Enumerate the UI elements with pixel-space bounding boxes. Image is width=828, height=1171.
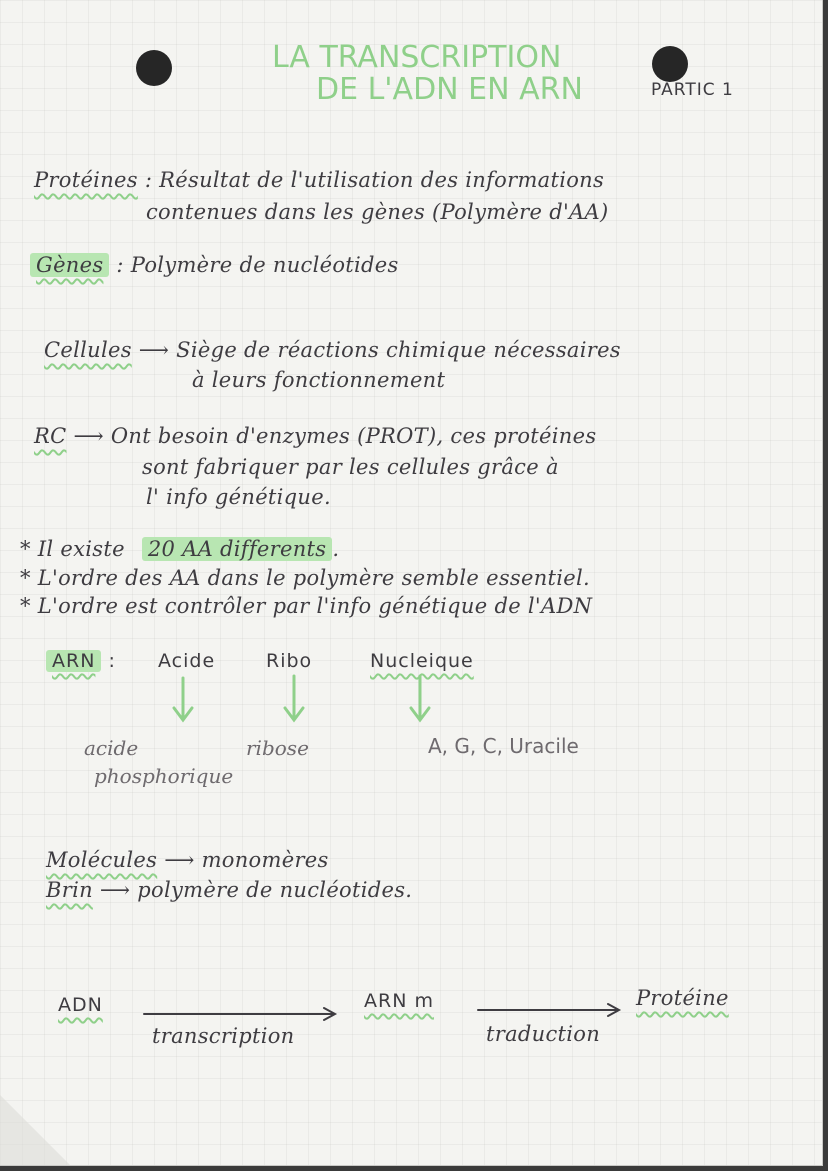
meaning-nucleique: A, G, C, Uracile [428, 734, 579, 758]
bullet-marker: * [20, 594, 31, 618]
definition-proteines-line1: : Résultat de l'utilisation des informations [144, 168, 605, 192]
arn-word-ribo: Ribo [266, 650, 313, 672]
bullet-3-text: L'ordre est contrôler par l'info génétique de l'ADN [37, 594, 593, 618]
term-arn: ARN [46, 650, 101, 672]
flow-step1: transcription [152, 1024, 295, 1048]
title-line-1: LA TRANSCRIPTION [272, 40, 562, 75]
meaning-ribo: ribose [246, 736, 309, 760]
meaning-acide-1: acide [84, 736, 139, 760]
bullet-1-highlight: 20 AA differents [142, 537, 333, 561]
bullet-1-before: Il existe [37, 537, 125, 561]
bullet-marker: * [20, 566, 31, 590]
cellules-line2: à leurs fonctionnement [192, 368, 446, 392]
term-proteines: Protéines [34, 168, 138, 192]
term-rc: RC [34, 424, 67, 448]
down-arrow-icon [174, 678, 192, 720]
right-arrow-icon [144, 1008, 335, 1020]
definition-proteines-line2: contenues dans les gènes (Polymère d'AA) [146, 200, 609, 224]
flow-start: ADN [58, 994, 103, 1016]
bullet-marker: * [20, 537, 31, 561]
meaning-acide-2: phosphorique [94, 764, 234, 788]
brin-text: polymère de nucléotides. [137, 878, 413, 902]
arn-separator: : [108, 650, 116, 672]
cellules-text-1: Siège de réactions chimique nécessaires [176, 338, 621, 362]
part-label: PARTIC 1 [651, 80, 734, 100]
arrow-icon: ⟶ [138, 338, 170, 362]
arrow-icon: ⟶ [164, 848, 195, 872]
flow-middle: ARN m [364, 990, 434, 1012]
bullet-1-after: . [332, 537, 340, 561]
term-genes: Gènes [30, 253, 109, 277]
rc-text-1: Ont besoin d'enzymes (PROT), ces protéines [110, 424, 597, 448]
arrow-icon: ⟶ [99, 878, 131, 902]
bullet-2-text: L'ordre des AA dans le polymère semble essentiel. [37, 566, 591, 590]
term-brin: Brin [46, 878, 93, 902]
rc-line3: l' info génétique. [146, 485, 331, 509]
definition-genes-text: : Polymère de nucléotides [116, 253, 399, 277]
right-arrow-icon [478, 1004, 619, 1016]
title-line-2: DE L'ADN EN ARN [316, 72, 583, 107]
down-arrow-icon [285, 676, 303, 720]
term-molecules: Molécules [46, 848, 158, 872]
arn-word-nucleique: Nucleique [370, 650, 474, 672]
down-arrow-icon [411, 676, 429, 720]
rc-line2: sont fabriquer par les cellules grâce à [142, 455, 559, 479]
flow-step2: traduction [486, 1022, 601, 1046]
flow-end: Protéine [636, 986, 729, 1010]
arrow-icon: ⟶ [73, 424, 104, 448]
arn-word-acide: Acide [158, 650, 216, 672]
term-cellules: Cellules [44, 338, 132, 362]
molecules-text: monomères [201, 848, 329, 872]
